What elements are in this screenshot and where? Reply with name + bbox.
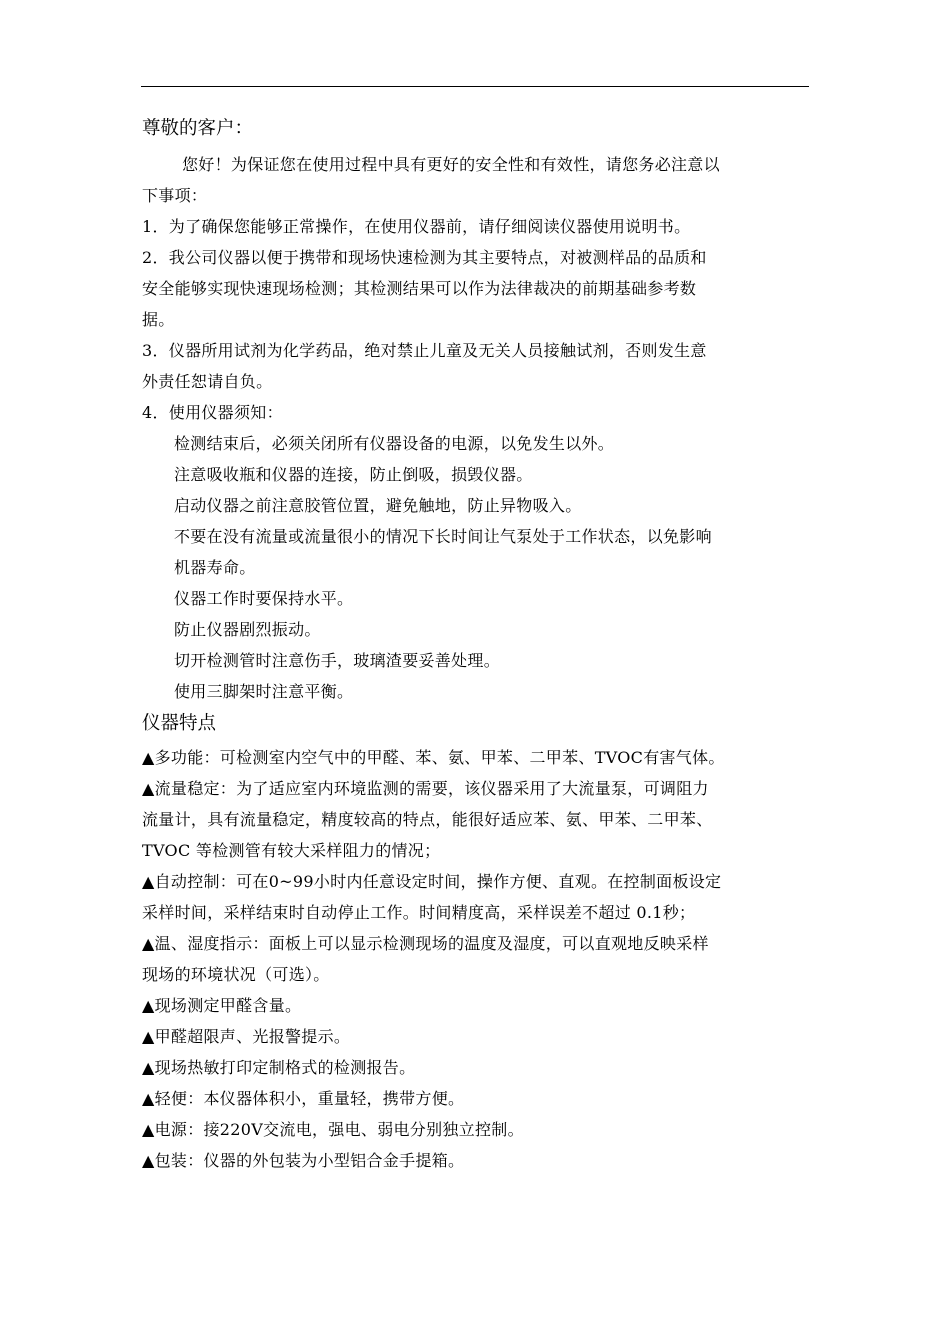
- intro-line: 下事项：: [142, 186, 208, 205]
- usage-note-line: 检测结束后，必须关闭所有仪器设备的电源，以免发生以外。: [174, 434, 615, 453]
- notice-line: 2．我公司仪器以便于携带和现场快速检测为其主要特点，对被测样品的品质和: [142, 248, 707, 267]
- notice-line: 外责任恕请自负。: [142, 372, 273, 391]
- usage-note-line: 机器寿命。: [174, 558, 256, 577]
- feature-line: ▲现场热敏打印定制格式的检测报告。: [142, 1058, 416, 1077]
- feature-line: ▲电源：接220V交流电，强电、弱电分别独立控制。: [142, 1120, 524, 1139]
- usage-note-line: 不要在没有流量或流量很小的情况下长时间让气泵处于工作状态，以免影响: [174, 527, 712, 546]
- feature-line: 采样时间，采样结束时自动停止工作。时间精度高，采样误差不超过 0.1秒；: [142, 903, 696, 922]
- usage-note-line: 使用三脚架时注意平衡。: [174, 682, 354, 701]
- greeting-heading: 尊敬的客户：: [142, 118, 254, 139]
- notice-line: 4．使用仪器须知：: [142, 403, 283, 422]
- feature-line: TVOC 等检测管有较大采样阻力的情况；: [142, 841, 441, 860]
- feature-line: ▲包装：仪器的外包装为小型铝合金手提箱。: [142, 1151, 465, 1170]
- notice-line: 安全能够实现快速现场检测；其检测结果可以作为法律裁决的前期基础参考数: [142, 279, 697, 298]
- feature-line: ▲温、湿度指示：面板上可以显示检测现场的温度及湿度，可以直观地反映采样: [142, 934, 709, 953]
- intro-line: 您好！为保证您在使用过程中具有更好的安全性和有效性，请您务必注意以: [182, 155, 720, 174]
- feature-line: ▲流量稳定：为了适应室内环境监测的需要，该仪器采用了大流量泵，可调阻力: [142, 779, 709, 798]
- usage-note-line: 切开检测管时注意伤手，玻璃渣要妥善处理。: [174, 651, 501, 670]
- feature-line: ▲现场测定甲醛含量。: [142, 996, 302, 1015]
- usage-note-line: 仪器工作时要保持水平。: [174, 589, 354, 608]
- document-body: [142, 110, 810, 1176]
- feature-line: ▲轻便：本仪器体积小，重量轻，携带方便。: [142, 1089, 465, 1108]
- header-rule: [141, 86, 809, 87]
- usage-note-line: 注意吸收瓶和仪器的连接，防止倒吸，损毁仪器。: [174, 465, 533, 484]
- notice-line: 1．为了确保您能够正常操作，在使用仪器前，请仔细阅读仪器使用说明书。: [142, 217, 691, 236]
- notice-line: 3．仪器所用试剂为化学药品，绝对禁止儿童及无关人员接触试剂，否则发生意: [142, 341, 707, 360]
- notice-line: 据。: [142, 310, 175, 329]
- usage-note-line: 防止仪器剧烈振动。: [174, 620, 321, 639]
- features-section-title: 仪器特点: [142, 713, 217, 734]
- feature-line: ▲自动控制：可在0~99小时内任意设定时间，操作方便、直观。在控制面板设定: [142, 872, 722, 891]
- feature-line: ▲多功能：可检测室内空气中的甲醛、苯、氨、甲苯、二甲苯、TVOC有害气体。: [142, 748, 725, 767]
- feature-line: 流量计，具有流量稳定，精度较高的特点，能很好适应苯、氨、甲苯、二甲苯、: [142, 810, 713, 829]
- feature-line: 现场的环境状况（可选）。: [142, 965, 330, 984]
- feature-line: ▲甲醛超限声、光报警提示。: [142, 1027, 351, 1046]
- usage-note-line: 启动仪器之前注意胶管位置，避免触地，防止异物吸入。: [174, 496, 582, 515]
